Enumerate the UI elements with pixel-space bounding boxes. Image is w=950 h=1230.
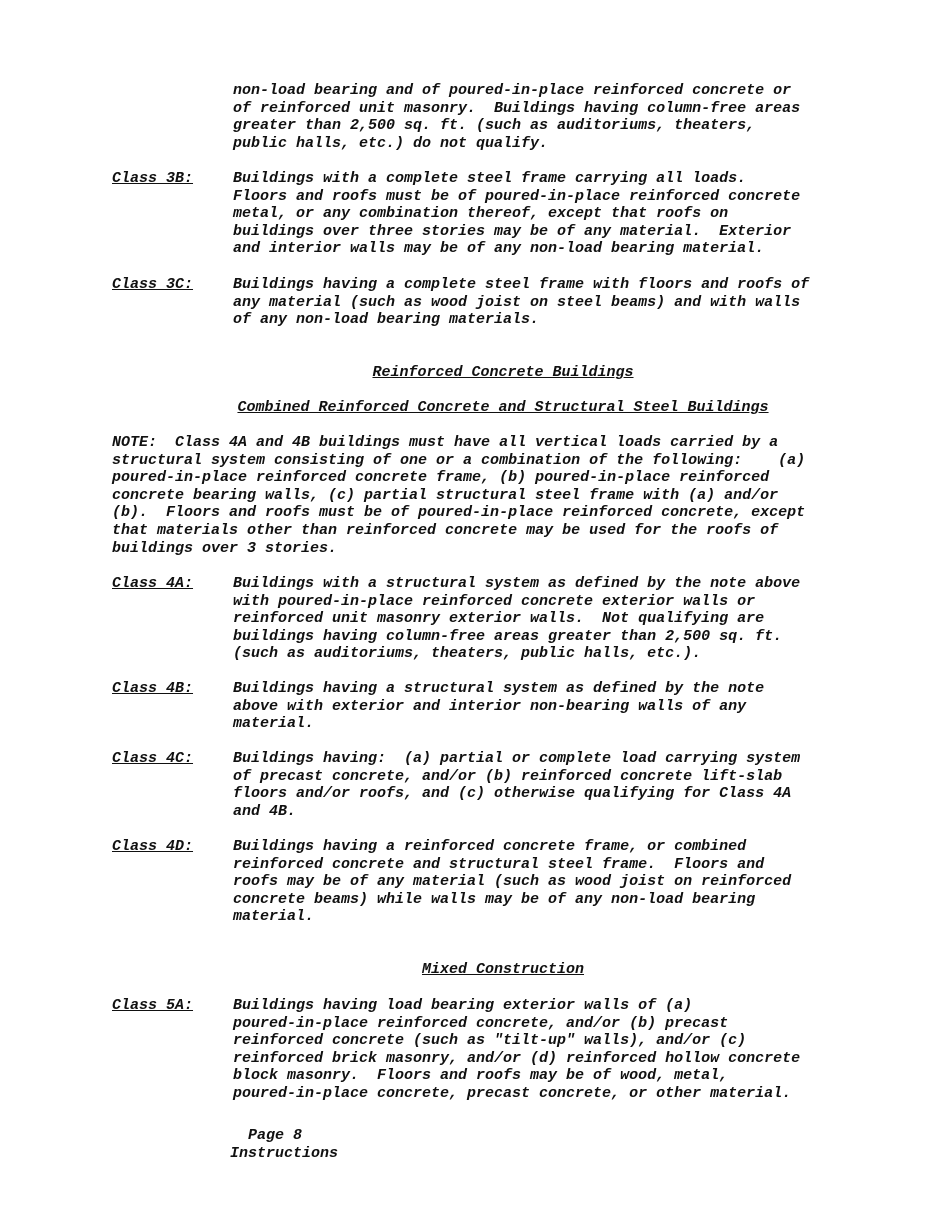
class-3c-label: Class 3C: — [112, 276, 194, 293]
text-line: that materials other than reinforced concrete may be used for the roofs of — [112, 521, 779, 539]
class-5a-description — [233, 997, 800, 1103]
text-line: reinforced concrete (such as "tilt-up" walls), and/or (c) — [233, 1032, 747, 1050]
page-number: Page 8 — [230, 1127, 303, 1144]
text-line: material. — [233, 908, 315, 926]
section-name: Instructions — [230, 1144, 339, 1162]
heading-mixed-construction: Mixed Construction — [421, 961, 585, 978]
text-line: and interior walls may be of any non-load bearing material. — [233, 240, 765, 258]
text-line: structural system consisting of one or a combination of the following: (a) — [112, 451, 806, 469]
text-line: poured-in-place reinforced concrete frame, (b) poured-in-place reinforced — [112, 469, 770, 487]
text-line: buildings over three stories may be of any material. Exterior — [233, 222, 792, 240]
text-line: Buildings having a structural system as defined by the note — [233, 680, 765, 697]
text-line: Buildings having a complete steel frame with floors and roofs of — [233, 276, 810, 293]
text-line: with poured-in-place reinforced concrete exterior walls or — [233, 592, 756, 610]
class-3b-label: Class 3B: — [112, 170, 194, 187]
text-line: reinforced unit masonry exterior walls. Not qualifying are — [233, 610, 765, 628]
class-4a-label: Class 4A: — [112, 575, 194, 592]
text-line: Buildings with a structural system as defined by the note above — [233, 575, 801, 592]
class-4c-label: Class 4C: — [112, 750, 194, 767]
text-line: (such as auditoriums, theaters, public halls, etc.). — [233, 645, 702, 663]
text-line: Buildings having a reinforced concrete frame, or combined — [233, 838, 747, 855]
text-line: concrete bearing walls, (c) partial structural steel frame with (a) and/or — [112, 486, 779, 504]
text-line: reinforced concrete and structural steel frame. Floors and — [233, 855, 765, 873]
text-line: poured-in-place concrete, precast concrete, or other material. — [233, 1084, 792, 1102]
text-line: above with exterior and interior non-bearing walls of any — [233, 697, 747, 715]
class-4b-label: Class 4B: — [112, 680, 194, 697]
text-line: buildings over 3 stories. — [112, 539, 338, 557]
class-4b-description — [233, 680, 764, 733]
text-line: Buildings having: (a) partial or complete load carrying system — [233, 750, 801, 767]
class-4d-description — [233, 838, 791, 926]
class-3c-description — [233, 276, 809, 329]
note-paragraph — [112, 434, 842, 557]
text-line: (b). Floors and roofs must be of poured-in-place reinforced concrete, except — [112, 504, 806, 522]
class-4d-label: Class 4D: — [112, 838, 194, 855]
text-line: greater than 2,500 sq. ft. (such as auditoriums, theaters, — [233, 117, 756, 135]
text-line: NOTE: Class 4A and 4B buildings must have all vertical loads carried by a — [112, 434, 779, 451]
class-4c-description — [233, 750, 800, 820]
text-line: metal, or any combination thereof, except that roofs on — [233, 205, 729, 223]
text-line: roofs may be of any material (such as wood joist on reinforced — [233, 873, 792, 891]
text-line: Buildings with a complete steel frame carrying all loads. — [233, 170, 747, 187]
text-line: poured-in-place reinforced concrete, and/or (b) precast — [233, 1014, 729, 1032]
text-line: non-load bearing and of poured-in-place reinforced concrete or — [233, 82, 792, 99]
text-line: and 4B. — [233, 802, 297, 820]
text-line: buildings having column-free areas greater than 2,500 sq. ft. — [233, 627, 783, 645]
text-line: Floors and roofs must be of poured-in-place reinforced concrete — [233, 187, 801, 205]
text-line: any material (such as wood joist on steel beams) and with walls — [233, 293, 801, 311]
class-4a-description — [233, 575, 800, 663]
class-3b-description — [233, 170, 800, 258]
page-footer — [230, 1127, 338, 1162]
text-line: of reinforced unit masonry. Buildings having column-free areas — [233, 99, 801, 117]
text-line: reinforced brick masonry, and/or (d) reinforced hollow concrete — [233, 1049, 801, 1067]
text-line: floors and/or roofs, and (c) otherwise qualifying for Class 4A — [233, 785, 792, 803]
text-line: of any non-load bearing materials. — [233, 311, 540, 329]
text-line: of precast concrete, and/or (b) reinforced concrete lift-slab — [233, 767, 783, 785]
class-5a-label: Class 5A: — [112, 997, 194, 1014]
heading-combined: Combined Reinforced Concrete and Structural Steel Buildings — [237, 399, 769, 416]
text-line: concrete beams) while walls may be of any non-load bearing — [233, 890, 756, 908]
text-line: public halls, etc.) do not qualify. — [233, 134, 549, 152]
text-line: Buildings having load bearing exterior walls of (a) — [233, 997, 693, 1014]
heading-reinforced-concrete: Reinforced Concrete Buildings — [372, 364, 634, 381]
text-line: block masonry. Floors and roofs may be of wood, metal, — [233, 1067, 729, 1085]
text-line: material. — [233, 715, 315, 733]
top-paragraph — [233, 82, 800, 152]
